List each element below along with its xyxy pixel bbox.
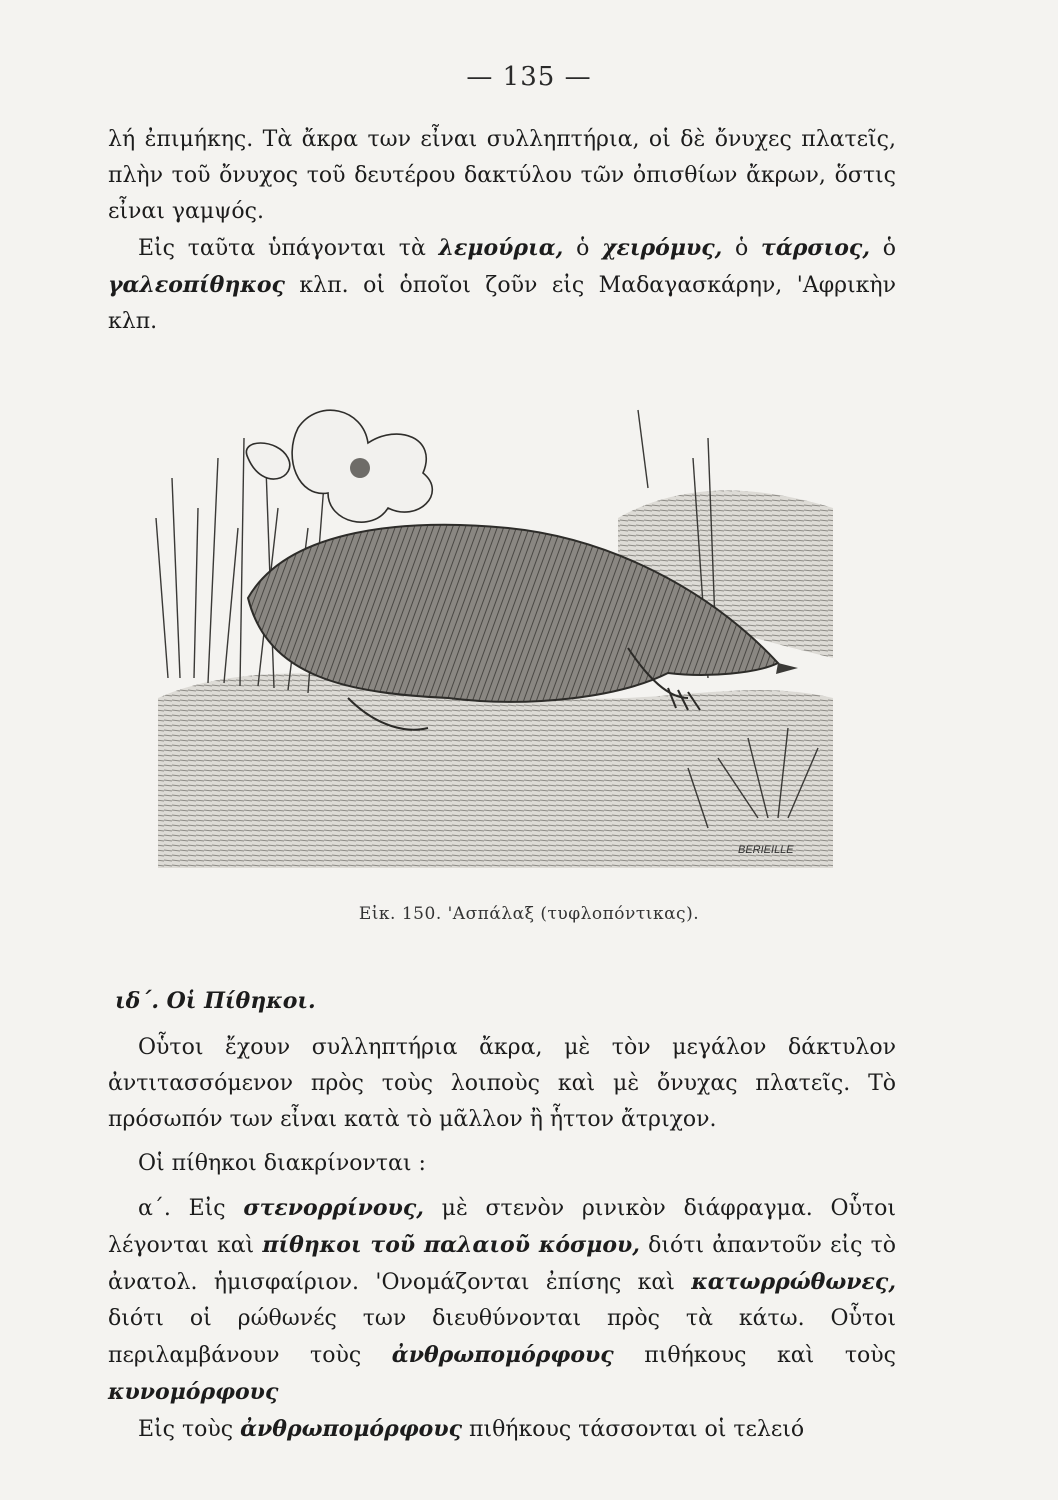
text: διότι ἀπαντοῦν εἰς τὸ ἀνατολ. ἡμισφαίριον. 'Ονομάζονται ἐπίσης καὶ	[108, 1233, 897, 1295]
term-cheiromys: χειρόμυς,	[602, 235, 723, 261]
page-number: — 135 —	[466, 62, 592, 92]
text: ὁ	[563, 236, 603, 261]
term-lemouria: λεμούρια,	[438, 235, 564, 261]
section-text	[108, 1030, 896, 1448]
text: ὁ	[870, 236, 896, 261]
term-kynomorphous: κυνομόρφους	[108, 1379, 279, 1405]
intro-paragraph-1: λή ἐπιμήκης. Τὰ ἄκρα των εἶναι συλληπτήρια, οἱ δὲ ὄνυχες πλατεῖς, πλὴν τοῦ ὄνυχος τοῦ δευτέρου δακτύλου τῶν ὀπισθίων ἄκρων, ὅστις εἶναι γαμψός.	[108, 127, 896, 224]
term-katorrothones: κατωρρώθωνες,	[691, 1269, 896, 1295]
text: ὁ	[722, 236, 762, 261]
term-anthropomorphous: ἀνθρωπομόρφους	[240, 1416, 462, 1442]
text: πιθήκους τάσσονται οἱ τελειό	[461, 1417, 805, 1442]
text: διότι οἱ ρώθωνές των διευθύνονται πρὸς τὰ κάτω. Οὗτοι περιλαμβάνουν τοὺς	[108, 1306, 896, 1368]
section-paragraph-1: Οὗτοι ἔχουν συλληπτήρια ἄκρα, μὲ τὸν μεγάλον δάκτυλον ἀντιτασσόμενον πρὸς τοὺς λοιποὺς καὶ μὲ ὄνυχας πλατεῖς. Τὸ πρόσωπόν των εἶναι κατὰ τὸ μᾶλλον ἢ ἧττον ἄτριχον.	[108, 1035, 896, 1132]
text: μὲ στενὸν ρινικὸν διάφραγμα. Οὗτοι λέγονται καὶ	[108, 1196, 897, 1258]
intro-text	[108, 122, 896, 340]
section-paragraph-4	[108, 1411, 896, 1448]
term-anthropomorphous: ἀνθρωπομόρφους	[391, 1342, 614, 1368]
text: α΄. Εἰς	[138, 1196, 244, 1221]
section-heading: ιδ΄. Οἱ Πίθηκοι.	[115, 988, 316, 1014]
section-paragraph-3	[108, 1190, 896, 1411]
term-tarsios: τάρσιος,	[761, 235, 870, 261]
mole-illustration	[148, 398, 838, 868]
term-stenorrinous: στενορρίνους,	[243, 1195, 424, 1221]
mole-snout	[776, 663, 798, 674]
text: Εἰς τοὺς	[138, 1417, 241, 1442]
term-old-world-monkeys: πίθηκοι τοῦ παλαιοῦ κόσμου,	[262, 1232, 640, 1258]
text: Εἰς ταῦτα ὑπάγονται τὰ	[138, 236, 439, 261]
text: πιθήκους καὶ τοὺς	[613, 1343, 896, 1368]
section-paragraph-2: Οἱ πίθηκοι διακρίνονται :	[138, 1151, 426, 1176]
figure-caption: Εἰκ. 150. 'Ασπάλαξ (τυφλοπόντικας).	[358, 904, 700, 924]
engraver-signature: BERIEILLE	[738, 844, 794, 856]
flower-center	[350, 458, 370, 478]
intro-paragraph-2	[108, 230, 896, 340]
term-galeopithikos: γαλεοπίθηκος	[108, 272, 285, 298]
text: κλπ. οἱ ὁποῖοι ζοῦν εἰς Μαδαγασκάρην, 'Αφρικὴν κλπ.	[108, 273, 896, 334]
